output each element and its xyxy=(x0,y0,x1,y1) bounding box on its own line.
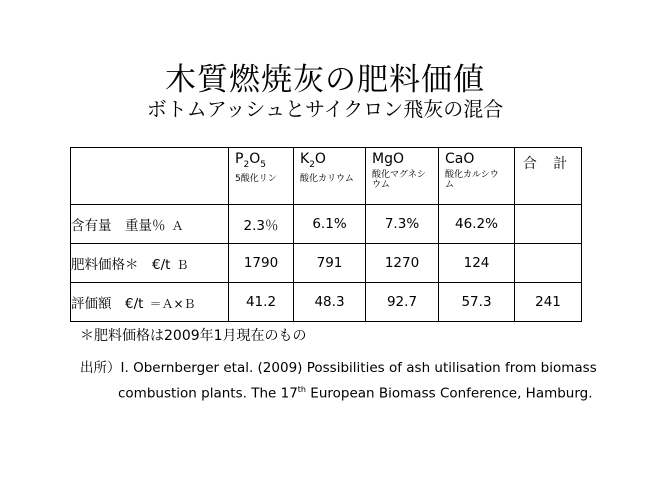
header-name: 酸化カリウム xyxy=(300,173,354,184)
row-label: 肥料価格＊ €/t Ｂ xyxy=(71,244,229,283)
source-citation: 出所）I. Obernberger etal. (2009) Possibilities of ash utilisation from biomass combustion plants. The 17th European Biomass Conference, Hamburg. xyxy=(80,360,597,402)
table-cell: 124 xyxy=(439,244,515,283)
header-mgo: MgO 酸化マグネシウム xyxy=(366,148,439,205)
table-row xyxy=(71,244,582,283)
table-cell: 48.3 xyxy=(294,283,366,322)
row-label: 含有量 重量％ Ａ xyxy=(71,205,229,244)
source-line1: I. Obernberger etal. (2009) Possibilities of ash utilisation from biomass xyxy=(120,360,597,376)
table-cell: 6.1% xyxy=(294,205,366,244)
page-subtitle: ボトムアッシュとサイクロン飛灰の混合 xyxy=(146,97,504,121)
page-title: 木質燃焼灰の肥料価値 xyxy=(165,62,485,98)
table-cell-total xyxy=(515,244,582,283)
source-prefix: 出所） xyxy=(80,360,121,376)
header-name: 酸化マグネシウム xyxy=(372,170,426,191)
table-header-row xyxy=(71,148,582,205)
table-cell: 1790 xyxy=(229,244,294,283)
header-corner-cell xyxy=(71,148,229,205)
fertilizer-value-table xyxy=(70,147,582,322)
table-cell-total xyxy=(515,205,582,244)
table-cell: 2.3％ xyxy=(229,205,294,244)
table-cell: 46.2% xyxy=(439,205,515,244)
header-cao: CaO 酸化カルシウム xyxy=(439,148,515,205)
header-name: 5酸化リン xyxy=(235,173,277,184)
row-label: 評価額 €/t ＝Ａ×Ｂ xyxy=(71,283,229,322)
header-name: 酸化カルシウム xyxy=(445,170,499,191)
table-row xyxy=(71,205,582,244)
header-k2o: $K_2O$ 酸化カリウム xyxy=(294,148,366,205)
table-cell-total: 241 xyxy=(515,283,582,322)
table-cell: 1270 xyxy=(366,244,439,283)
table-cell: 57.3 xyxy=(439,283,515,322)
header-total: 合 計 xyxy=(515,148,582,205)
table-cell: 791 xyxy=(294,244,366,283)
table-cell: 7.3% xyxy=(366,205,439,244)
price-footnote: ＊肥料価格は2009年1月現在のもの xyxy=(80,328,307,344)
table-row xyxy=(71,283,582,322)
table-cell: 41.2 xyxy=(229,283,294,322)
header-p2o5: $P_2O_5$ 5酸化リン xyxy=(229,148,294,205)
table-cell: 92.7 xyxy=(366,283,439,322)
